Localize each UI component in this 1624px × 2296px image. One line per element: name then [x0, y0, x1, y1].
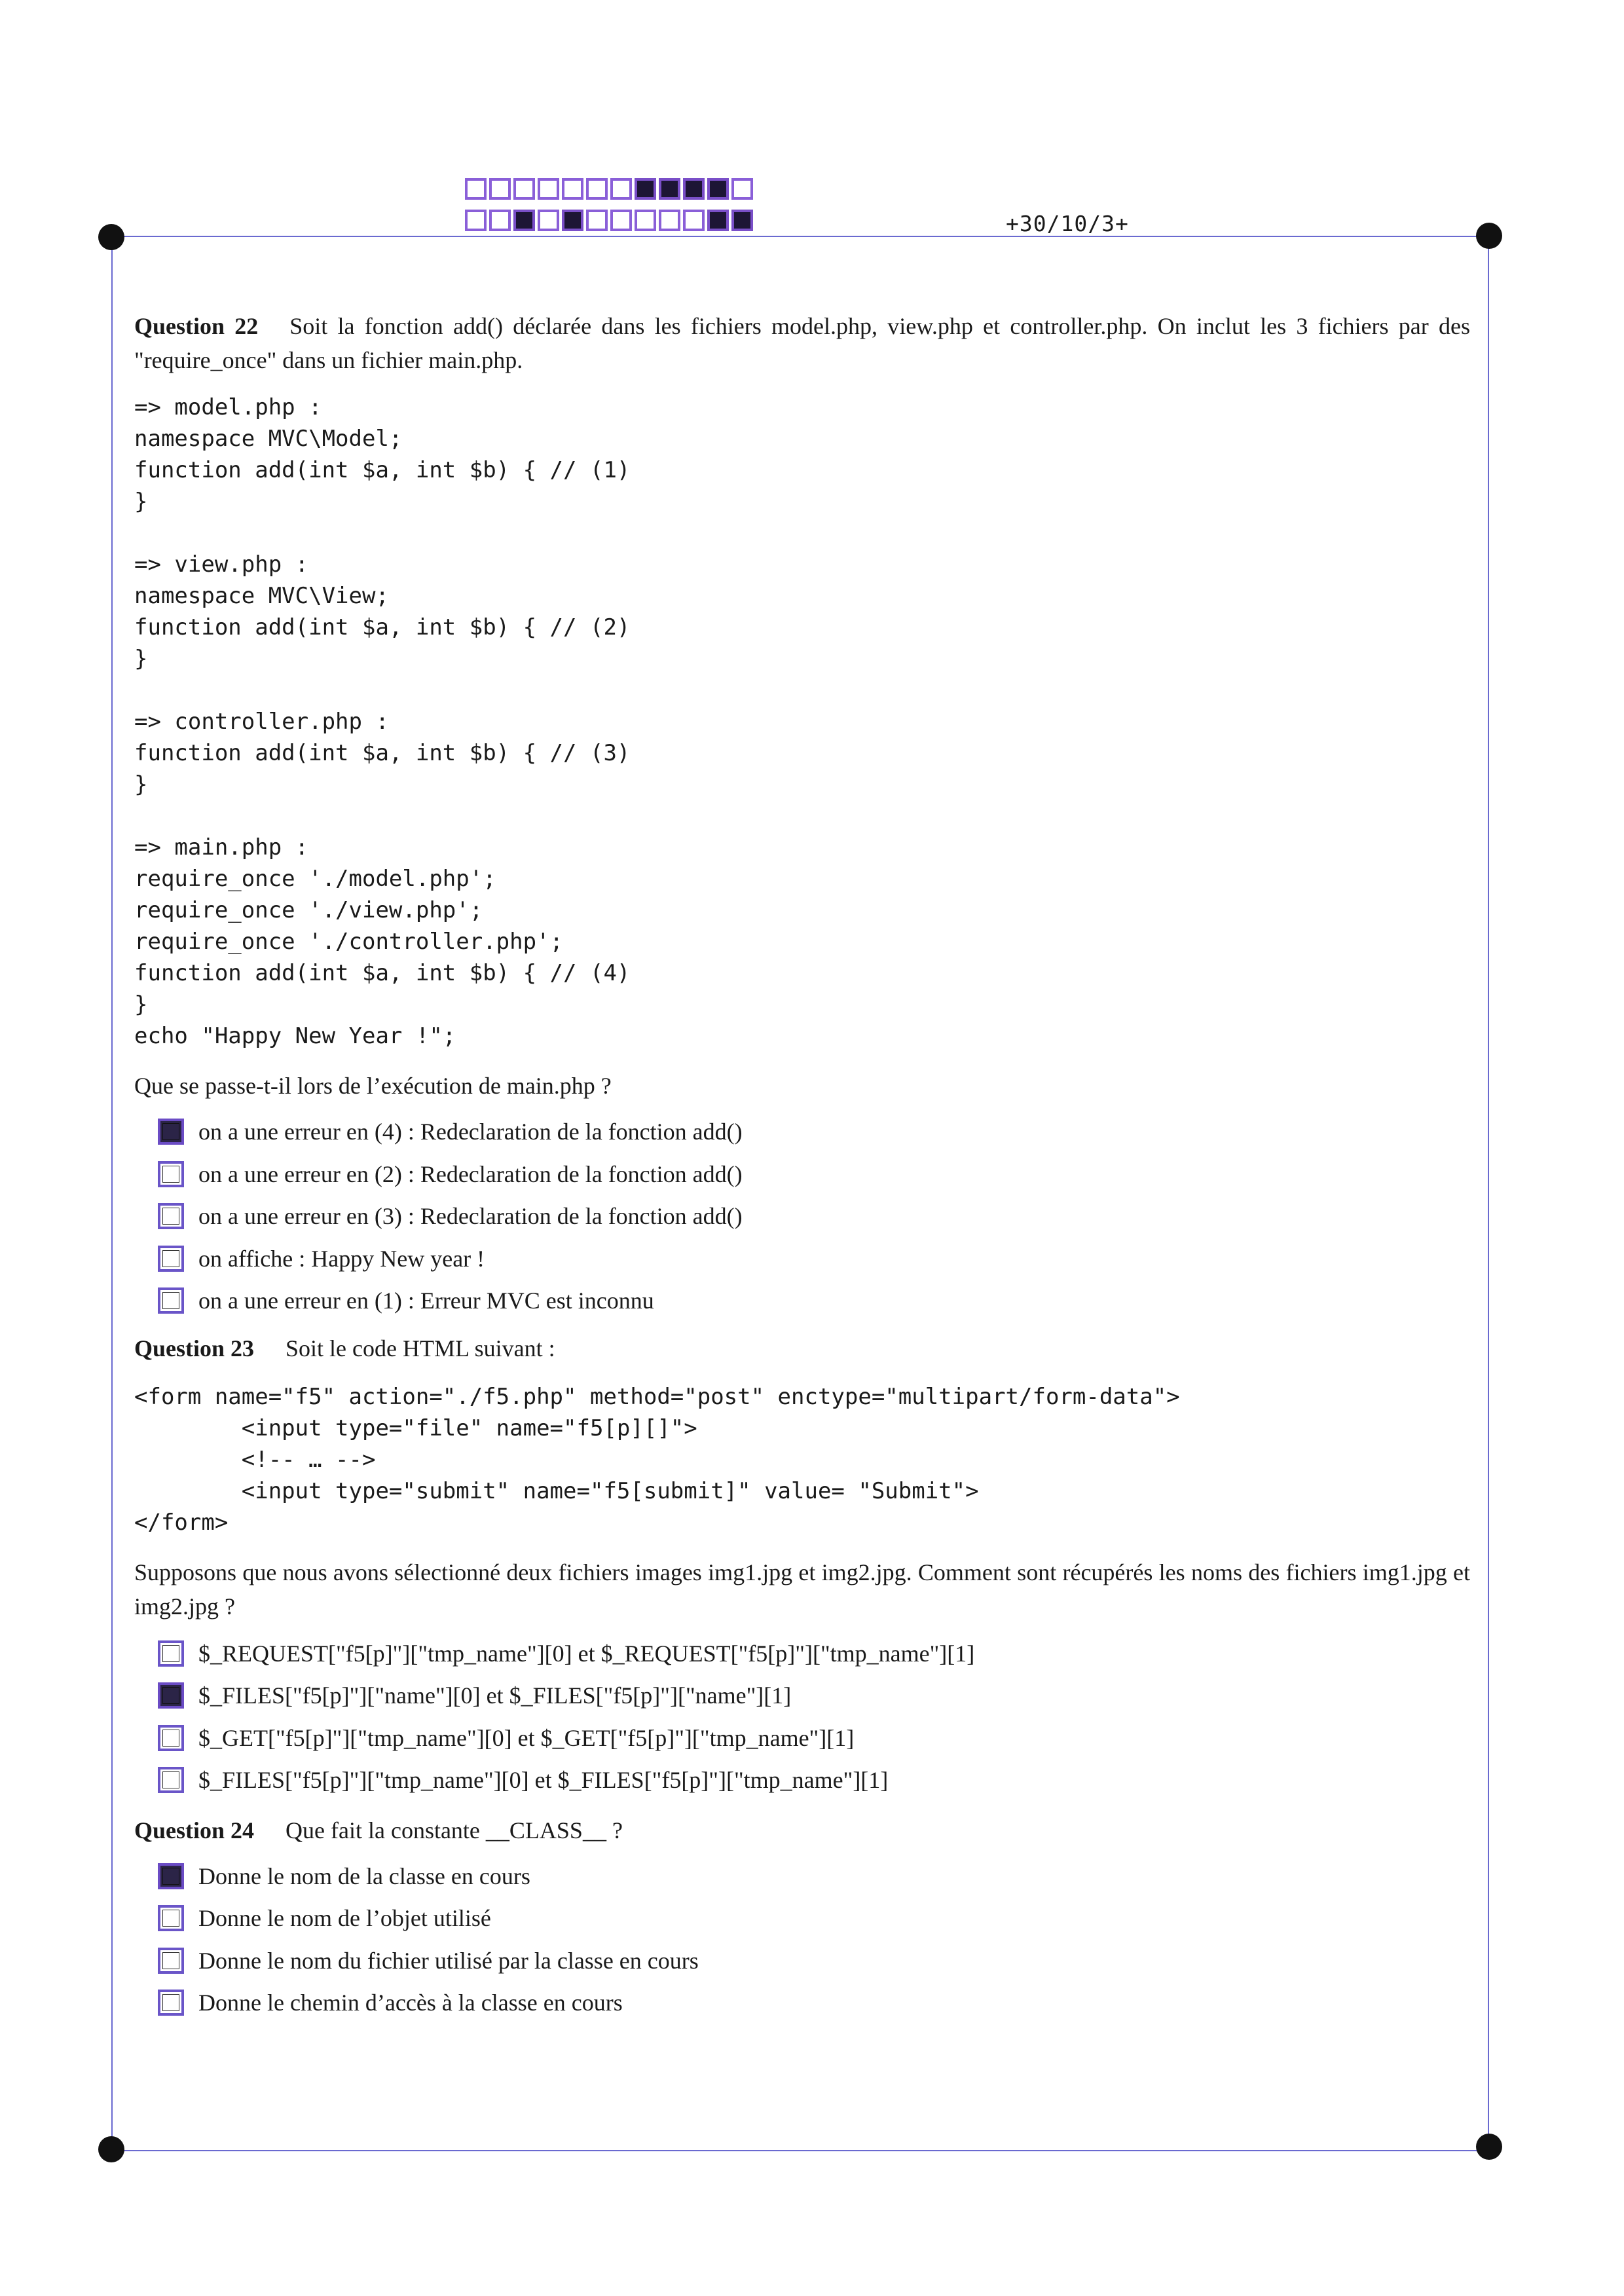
unchecked-checkbox[interactable]: [158, 1640, 184, 1667]
question-24-label: Question 24: [134, 1817, 255, 1843]
id-code-empty-box: [489, 210, 511, 231]
question-22-text: Soit la fonction add() déclarée dans les fichiers model.php, view.php et controller.php. On inclut les 3 fichiers par des "require_once" dans un fichier main.php.: [134, 313, 1470, 373]
id-code-filled-box: [683, 178, 705, 200]
answer-choice[interactable]: [158, 1280, 1470, 1322]
answer-choice[interactable]: [158, 1717, 1470, 1760]
answer-choice[interactable]: [158, 1633, 1470, 1675]
question-24-choices: [134, 1855, 1470, 2024]
checked-checkbox[interactable]: [158, 1119, 184, 1145]
unchecked-checkbox[interactable]: [158, 1287, 184, 1314]
answer-choice[interactable]: [158, 1195, 1470, 1238]
id-code-empty-box: [610, 210, 632, 231]
question-24-text: Que fait la constante __CLASS__ ?: [286, 1817, 623, 1843]
corner-mark-bottom-left: [98, 2136, 124, 2162]
unchecked-checkbox[interactable]: [158, 1905, 184, 1931]
unchecked-checkbox[interactable]: [158, 1990, 184, 2016]
answer-choice-label: on a une erreur en (3) : Redeclaration de la fonction add(): [198, 1203, 743, 1230]
id-code-empty-box: [538, 210, 559, 231]
answer-choice[interactable]: [158, 1940, 1470, 1982]
id-code-empty-box: [562, 178, 583, 200]
question-22-code: => model.php : namespace MVC\Model; function add(int $a, int $b) { // (1) } => view.php : namespace MVC\View; function add(int $a, int $b) { // (2) } => controller.php : function add(int $a, int $b) { // (3) } => main.php : require_once './model.php'; require_once './view.php'; require_once './controller.php'; function add(int $a, int $b) { // (4) } echo "Happy New Year !";: [134, 394, 631, 1049]
id-code-empty-box: [586, 178, 608, 200]
question-23-intro: [134, 1331, 1470, 1365]
unchecked-checkbox[interactable]: [158, 1948, 184, 1974]
unchecked-checkbox[interactable]: [158, 1246, 184, 1272]
answer-choice-label: Donne le nom du fichier utilisé par la classe en cours: [198, 1947, 699, 1974]
answer-choice[interactable]: [158, 1855, 1470, 1898]
question-22: [134, 309, 1470, 1322]
id-code-empty-box: [489, 178, 511, 200]
question-23-question: Supposons que nous avons sélectionné deux fichiers images img1.jpg et img2.jpg. Comment sont récupérés les noms des fichiers img1.jpg et img2.jpg ?: [134, 1559, 1470, 1620]
answer-choice-label: on a une erreur en (2) : Redeclaration de la fonction add(): [198, 1160, 743, 1187]
id-code-empty-box: [465, 210, 487, 231]
id-code-empty-box: [465, 178, 487, 200]
question-23-text: Soit le code HTML suivant :: [286, 1335, 555, 1361]
question-22-question: Que se passe-t-il lors de l’exécution de main.php ?: [134, 1073, 612, 1099]
id-code-filled-box: [635, 178, 656, 200]
page-id: +30/10/3+: [1006, 211, 1129, 236]
question-22-choices: [134, 1111, 1470, 1322]
question-24: [134, 1813, 1470, 2024]
answer-choice-label: Donne le nom de la classe en cours: [198, 1862, 530, 1889]
answer-choice[interactable]: [158, 1759, 1470, 1802]
corner-mark-bottom-right: [1476, 2134, 1502, 2160]
id-code-empty-box: [586, 210, 608, 231]
question-23-choices: [134, 1633, 1470, 1802]
answer-choice-label: Donne le chemin d’accès à la classe en cours: [198, 1990, 623, 2016]
unchecked-checkbox[interactable]: [158, 1203, 184, 1229]
unchecked-checkbox[interactable]: [158, 1767, 184, 1793]
answer-choice-label: on a une erreur en (4) : Redeclaration de la fonction add(): [198, 1119, 743, 1145]
id-code-empty-box: [538, 178, 559, 200]
id-code-filled-box: [731, 210, 753, 231]
id-code-empty-box: [610, 178, 632, 200]
question-22-intro: [134, 309, 1470, 377]
answer-choice-label: Donne le nom de l’objet utilisé: [198, 1905, 491, 1932]
answer-choice-label: $_GET["f5[p]"]["tmp_name"][0] et $_GET["f5[p]"]["tmp_name"][1]: [198, 1724, 855, 1751]
question-22-label: Question 22: [134, 313, 259, 339]
corner-mark-top-left: [98, 224, 124, 250]
answer-choice[interactable]: [158, 1111, 1470, 1153]
answer-choice[interactable]: [158, 1238, 1470, 1280]
id-code-empty-box: [659, 210, 680, 231]
id-code-empty-box: [635, 210, 656, 231]
id-code-filled-box: [562, 210, 583, 231]
checked-checkbox[interactable]: [158, 1682, 184, 1709]
id-code-filled-box: [707, 178, 729, 200]
answer-choice[interactable]: [158, 1982, 1470, 2024]
answer-choice[interactable]: [158, 1675, 1470, 1717]
id-code-empty-box: [731, 178, 753, 200]
answer-choice-label: $_FILES["f5[p]"]["tmp_name"][0] et $_FILES["f5[p]"]["tmp_name"][1]: [198, 1767, 889, 1794]
answer-choice-label: on affiche : Happy New year !: [198, 1245, 485, 1272]
id-code-row-1: [465, 178, 753, 200]
exam-content: [134, 309, 1470, 2024]
id-code-row-2: [465, 210, 753, 231]
answer-choice[interactable]: [158, 1897, 1470, 1940]
answer-choice[interactable]: [158, 1153, 1470, 1196]
id-code-empty-box: [513, 178, 535, 200]
unchecked-checkbox[interactable]: [158, 1725, 184, 1751]
id-code-filled-box: [707, 210, 729, 231]
id-code-filled-box: [659, 178, 680, 200]
id-code-empty-box: [683, 210, 705, 231]
unchecked-checkbox[interactable]: [158, 1161, 184, 1187]
question-23-code: <form name="f5" action="./f5.php" method="post" enctype="multipart/form-data"> <input type="file" name="f5[p][]"> <!-- … --> <input type="submit" name="f5[submit]" value= "Submit"> </form>: [134, 1383, 1180, 1536]
question-23-label: Question 23: [134, 1335, 255, 1361]
checked-checkbox[interactable]: [158, 1863, 184, 1889]
id-code-filled-box: [513, 210, 535, 231]
corner-mark-top-right: [1476, 223, 1502, 249]
answer-choice-label: $_REQUEST["f5[p]"]["tmp_name"][0] et $_REQUEST["f5[p]"]["tmp_name"][1]: [198, 1640, 975, 1667]
question-23: [134, 1331, 1470, 1802]
question-24-intro: [134, 1813, 1470, 1847]
answer-choice-label: $_FILES["f5[p]"]["name"][0] et $_FILES["f5[p]"]["name"][1]: [198, 1682, 792, 1709]
answer-choice-label: on a une erreur en (1) : Erreur MVC est inconnu: [198, 1287, 654, 1314]
